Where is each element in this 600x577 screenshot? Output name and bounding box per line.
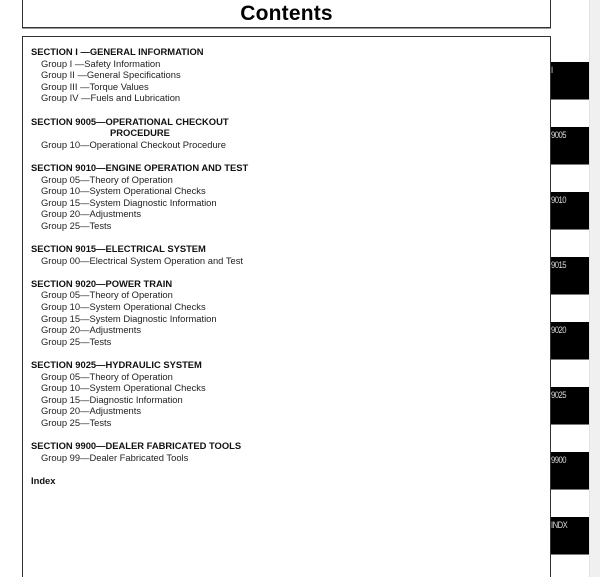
toc-group[interactable]: Group 25—Tests <box>41 219 112 231</box>
section-title-continuation[interactable]: PROCEDURE <box>110 127 170 139</box>
toc-group[interactable]: Group 00—Electrical System Operation and Test <box>41 254 244 266</box>
tab-label: 9015 <box>551 260 566 270</box>
toc-section-9025 <box>31 359 540 429</box>
toc-section-9900 <box>31 440 540 463</box>
tab-label: 9010 <box>551 195 566 205</box>
tab-label: INDX <box>551 520 568 530</box>
toc-group[interactable]: Group 10—System Operational Checks <box>41 301 206 313</box>
toc-group[interactable]: Group 15—Diagnostic Information <box>41 393 183 405</box>
toc-section-general-information <box>31 46 540 104</box>
toc-section-9005 <box>31 116 540 151</box>
section-tab-9010[interactable] <box>551 192 589 230</box>
toc-index <box>31 475 540 487</box>
tab-label: I <box>551 65 553 75</box>
toc-section-9010 <box>31 162 540 232</box>
section-tab-indx[interactable] <box>551 517 589 555</box>
toc-group[interactable]: Group 20—Adjustments <box>41 405 142 417</box>
toc-group[interactable]: Group 20—Adjustments <box>41 208 142 220</box>
section-tab-9020[interactable] <box>551 322 589 360</box>
table-of-contents <box>31 46 540 498</box>
tab-label: 9900 <box>551 455 566 465</box>
section-title[interactable]: SECTION 9005—OPERATIONAL CHECKOUT <box>31 115 229 127</box>
section-tab-9015[interactable] <box>551 257 589 295</box>
toc-group[interactable]: Group 10—System Operational Checks <box>41 382 206 394</box>
page-title: Contents <box>240 2 333 25</box>
toc-box <box>22 36 551 577</box>
toc-group[interactable]: Group 05—Theory of Operation <box>41 173 173 185</box>
tab-label: 9025 <box>551 390 566 400</box>
toc-group[interactable]: Group 10—System Operational Checks <box>41 185 206 197</box>
section-tab-9005[interactable] <box>551 127 589 165</box>
section-title[interactable]: SECTION I —GENERAL INFORMATION <box>31 46 204 57</box>
contents-header <box>22 0 551 28</box>
section-title[interactable]: SECTION 9025—HYDRAULIC SYSTEM <box>31 359 202 371</box>
toc-group[interactable]: Group 05—Theory of Operation <box>41 370 173 382</box>
toc-group[interactable]: Group 15—System Diagnostic Information <box>41 196 217 208</box>
toc-group[interactable]: Group 25—Tests <box>41 335 112 347</box>
toc-section-9015 <box>31 243 540 266</box>
index-link[interactable]: Index <box>31 474 56 486</box>
toc-group[interactable]: Group 05—Theory of Operation <box>41 289 173 301</box>
toc-section-9020 <box>31 278 540 348</box>
toc-group[interactable]: Group III —Torque Values <box>41 80 149 92</box>
toc-group[interactable]: Group 25—Tests <box>41 417 112 428</box>
section-tab-i[interactable] <box>551 62 589 100</box>
section-title[interactable]: SECTION 9900—DEALER FABRICATED TOOLS <box>31 440 242 452</box>
section-title[interactable]: SECTION 9015—ELECTRICAL SYSTEM <box>31 243 206 255</box>
section-title[interactable]: SECTION 9010—ENGINE OPERATION AND TEST <box>31 161 249 173</box>
toc-group[interactable]: Group 99—Dealer Fabricated Tools <box>41 451 189 463</box>
section-title[interactable]: SECTION 9020—POWER TRAIN <box>31 277 173 289</box>
section-tab-9900[interactable] <box>551 452 589 490</box>
tab-label: 9020 <box>551 325 566 335</box>
toc-group[interactable]: Group 15—System Diagnostic Information <box>41 312 217 324</box>
toc-group[interactable]: Group 10—Operational Checkout Procedure <box>41 138 227 150</box>
scrollbar-track[interactable] <box>589 0 600 577</box>
tab-label: 9005 <box>551 130 566 140</box>
section-tab-9025[interactable] <box>551 387 589 425</box>
toc-group[interactable]: Group II —General Specifications <box>41 69 181 81</box>
toc-group[interactable]: Group 20—Adjustments <box>41 324 142 336</box>
toc-group[interactable]: Group IV —Fuels and Lubrication <box>41 92 181 104</box>
toc-group[interactable]: Group I —Safety Information <box>41 57 161 69</box>
